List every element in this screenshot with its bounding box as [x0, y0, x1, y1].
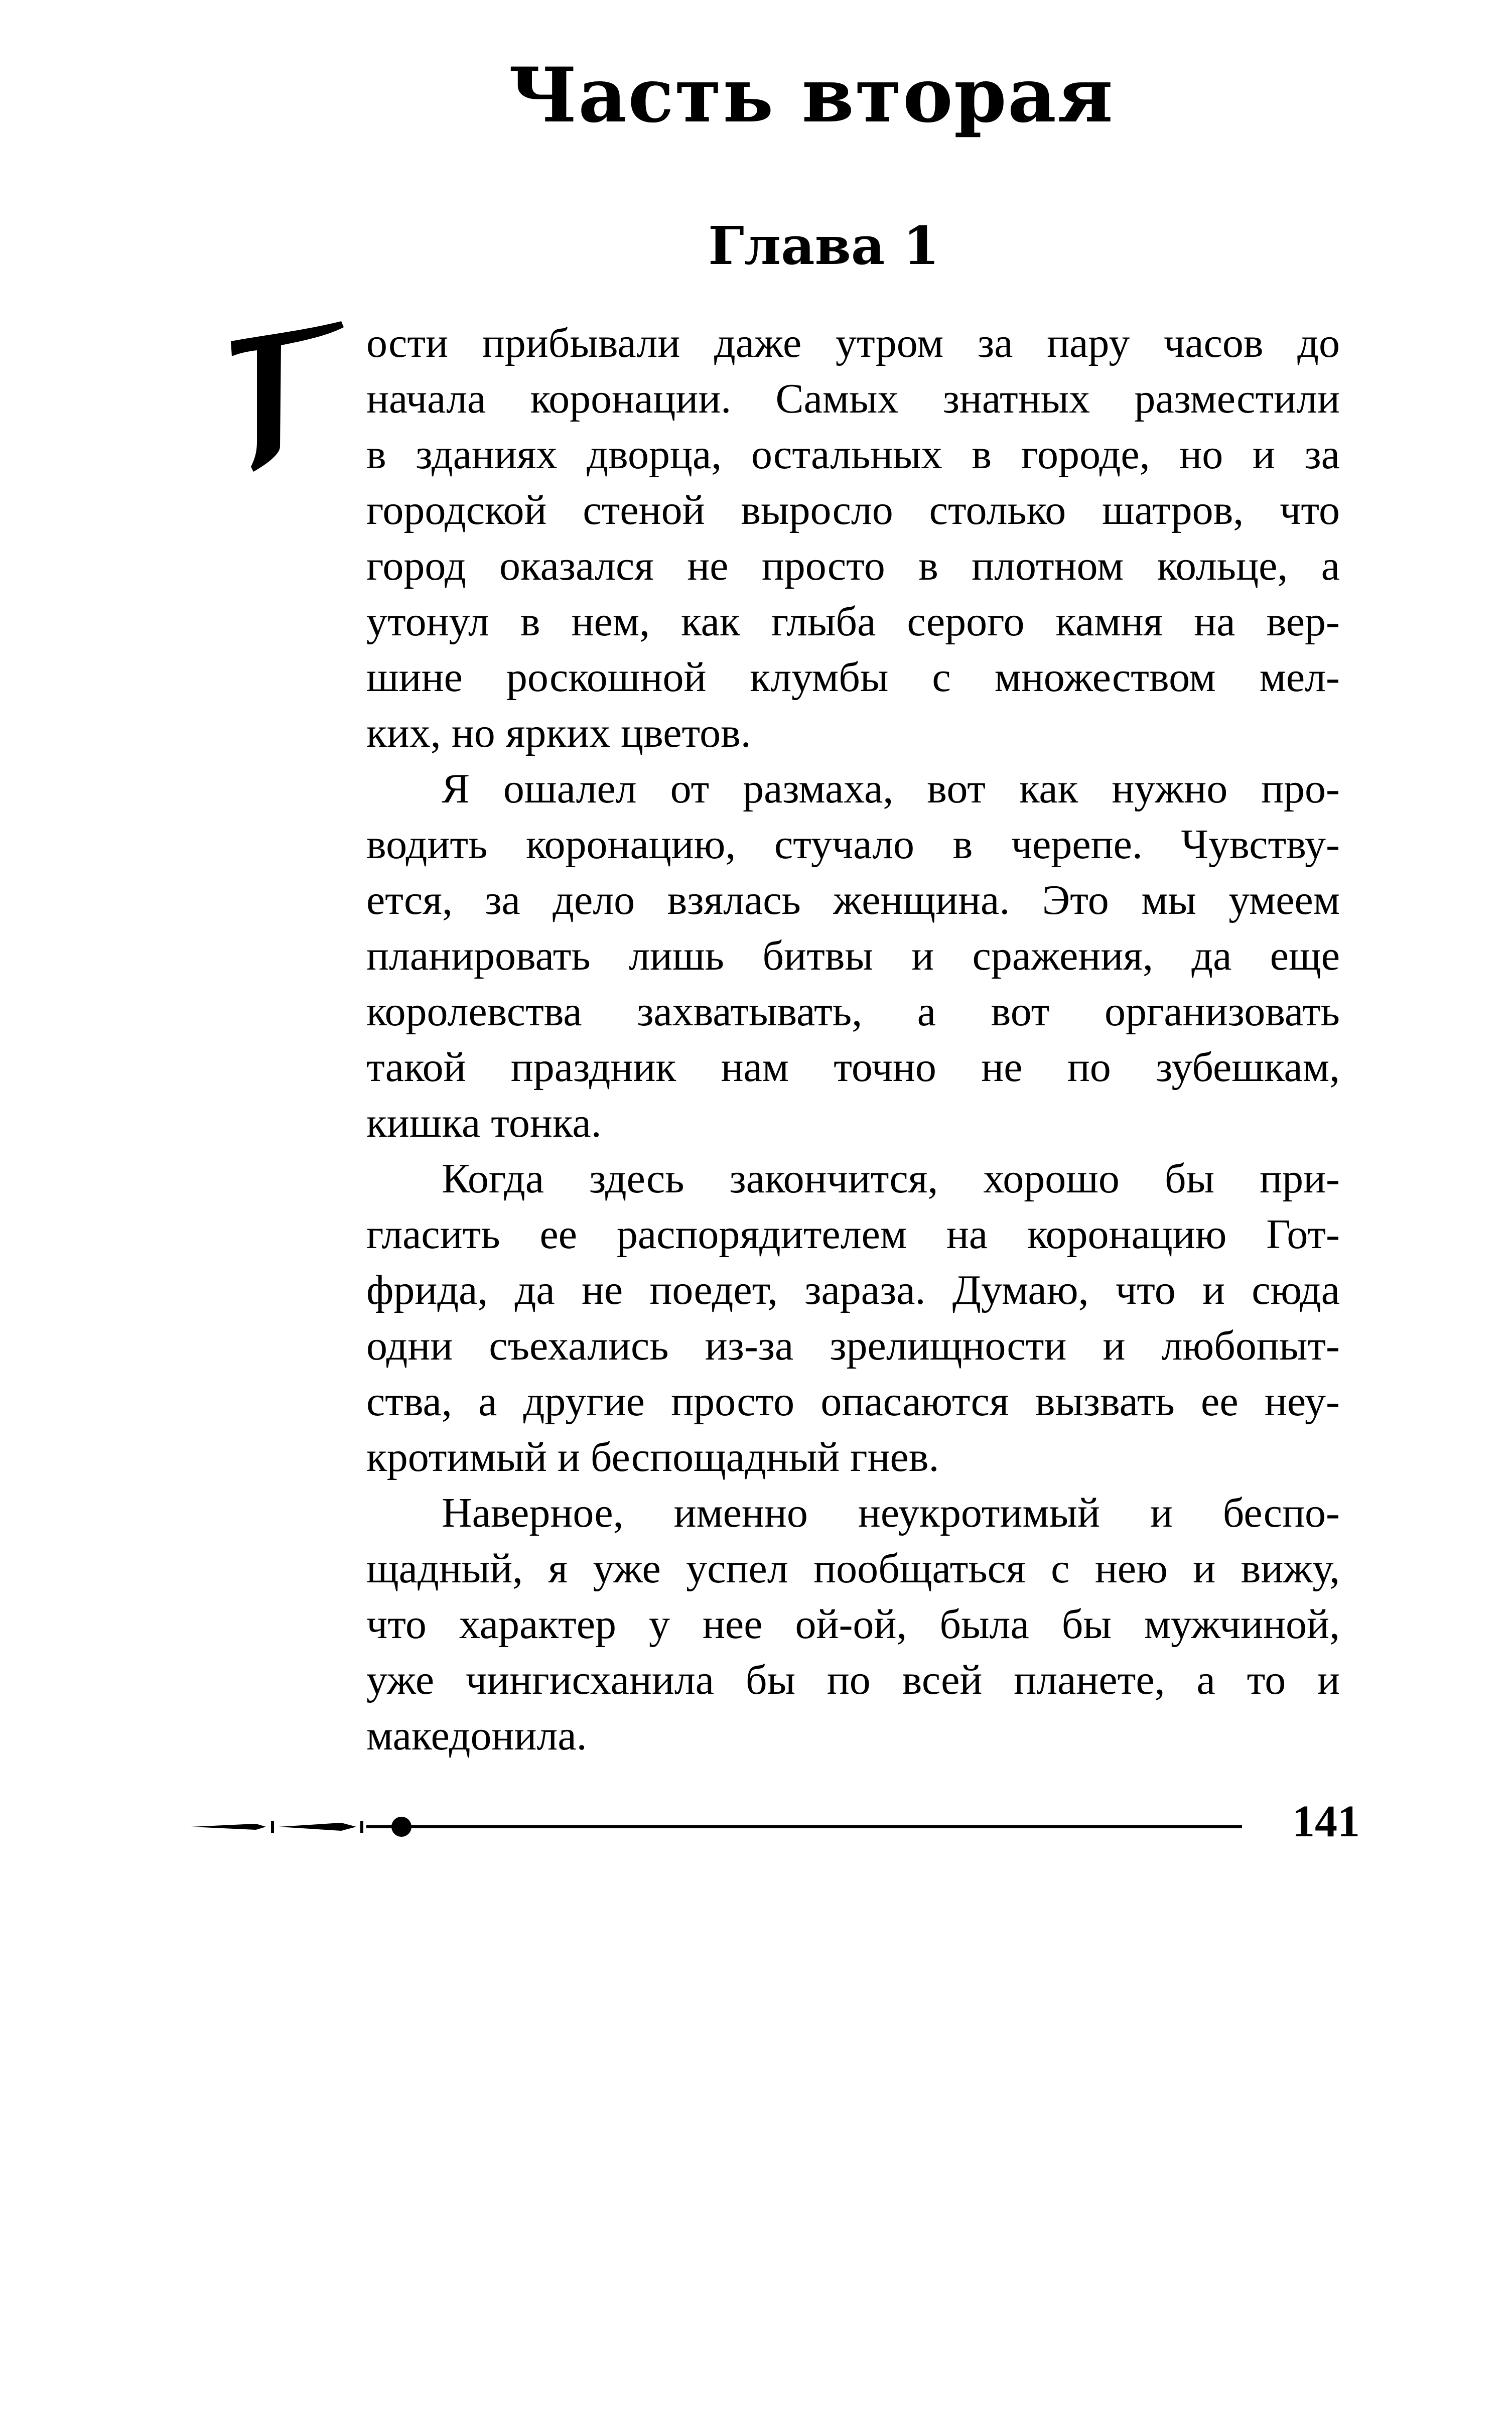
text-line: кротимый и беспощадный гнев.: [366, 1434, 939, 1480]
text-line: гласить ее распорядителем на коронацию Гот-: [366, 1211, 1340, 1258]
text-line: ется, за дело взялась женщина. Это мы умеем: [366, 877, 1340, 923]
text-line: город оказался не просто в плотном кольце, а: [366, 543, 1340, 589]
text-line: планировать лишь битвы и сражения, да еще: [366, 932, 1340, 979]
text-line: македонила.: [366, 1712, 587, 1759]
ornament-tick-2: [360, 1821, 363, 1833]
paragraph-1: [366, 315, 1340, 761]
text-line: начала коронации. Самых знатных разместили: [366, 375, 1340, 422]
text-line: шине роскошной клумбы с множеством мел-: [366, 654, 1340, 701]
ornament-tick-1: [271, 1821, 274, 1833]
paragraph-3: [366, 1151, 1340, 1485]
text-line: Когда здесь закончится, хорошо бы при-: [442, 1155, 1340, 1202]
text-line: водить коронацию, стучало в черепе. Чувству-: [366, 821, 1340, 868]
text-line: в зданиях дворца, остальных в городе, но и за: [366, 431, 1340, 478]
ornament-spindle-mid: [279, 1823, 356, 1831]
text-line: ства, а другие просто опасаются вызвать ее неу-: [366, 1378, 1340, 1425]
text-line: фрида, да не поедет, зараза. Думаю, что и сюда: [366, 1267, 1340, 1313]
text-line: кишка тонка.: [366, 1100, 602, 1146]
text-line: такой праздник нам точно не по зубешкам,: [366, 1044, 1340, 1091]
paragraph-2: [366, 761, 1340, 1151]
part-title: Часть вторая: [508, 51, 1114, 140]
drop-cap-glyph: [231, 321, 344, 472]
chapter-title: Глава 1: [708, 215, 939, 277]
text-line: ости прибывали даже утром за пару часов до: [366, 320, 1340, 366]
text-line: щадный, я уже успел пообщаться с нею и вижу,: [366, 1545, 1340, 1592]
text-line: уже чингисханила бы по всей планете, а то и: [366, 1657, 1340, 1703]
body-text: [366, 315, 1340, 1764]
text-line: что характер у нее ой-ой, была бы мужчиной,: [366, 1601, 1340, 1648]
ornament-rule-line: [366, 1825, 1242, 1828]
footer-ornament-rule: [191, 1812, 1245, 1842]
page-number: 141: [1292, 1797, 1360, 1846]
text-line: одни съехались из-за зрелищности и любопыт-: [366, 1322, 1340, 1369]
text-line: ких, но ярких цветов.: [366, 710, 751, 756]
text-line: Я ошалел от размаха, вот как нужно про-: [442, 765, 1340, 812]
paragraph-4: [366, 1485, 1340, 1764]
ornament-spindle-left: [191, 1824, 266, 1830]
text-line: утонул в нем, как глыба серого камня на вер-: [366, 598, 1340, 645]
text-line: Наверное, именно неукротимый и беспо-: [442, 1490, 1340, 1536]
text-line: городской стеной выросло столько шатров, что: [366, 487, 1340, 533]
text-line: королевства захватывать, а вот организовать: [366, 988, 1340, 1035]
drop-cap-letter: [226, 321, 346, 477]
